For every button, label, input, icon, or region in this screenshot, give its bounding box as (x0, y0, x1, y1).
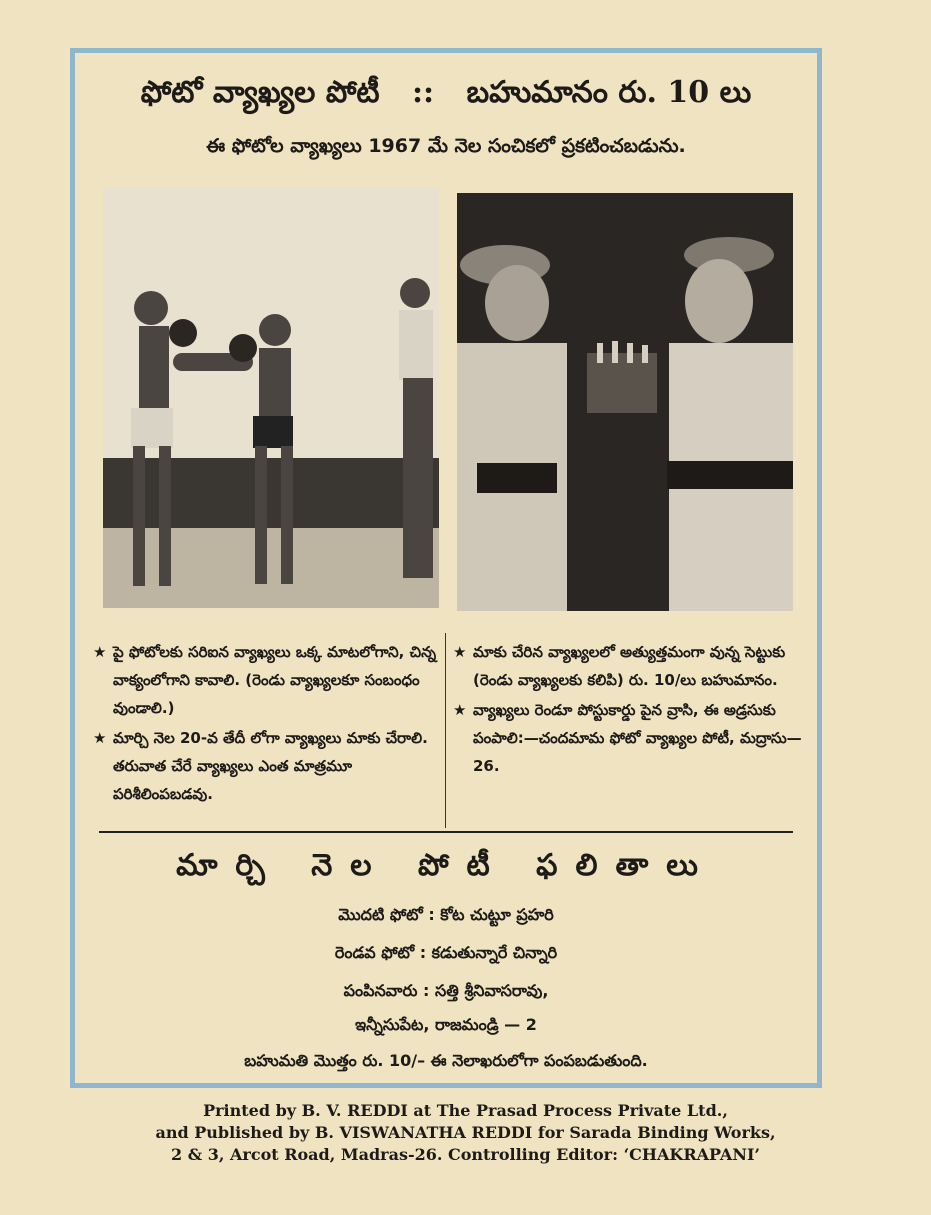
title-separator: :: (411, 75, 435, 110)
rule-text: మార్చి నెల 20-వ తేదీ లోగా వ్యాఖ్యలు మాకు చేరాలి. తరువాత చేరే వ్యాఖ్యలు ఎంత మాత్రమూ పరిశీలింపబడవు. (113, 729, 428, 803)
star-icon: ★ (93, 729, 107, 747)
winner-name: పంపినవారు : సత్తి శ్రీనివాసరావు, (343, 981, 549, 1000)
first-photo-result: మొదటి ఫోటో : కోట చుట్టూ ప్రహరి (338, 905, 554, 924)
prize-title: బహుమానం రు. 10 లు (466, 75, 752, 110)
winner-address: ఇన్నీసుపేట, రాజమండ్రి — 2 (355, 1015, 537, 1034)
results-title: మార్చి నెల పోటీ ఫలితాలు (176, 848, 716, 883)
rules-left (93, 638, 443, 810)
rule-item (93, 638, 443, 722)
column-divider (445, 633, 446, 828)
boxing-photo (103, 188, 439, 608)
rule-text: మాకు చేరిన వ్యాఖ్యలలో అత్యుత్తమంగా వున్న సెట్టుకు (రెండు వ్యాఖ్యలకు కలిపి) రు. 10/లు బహుమానం. (473, 643, 786, 689)
prize-note: బహుమతి మొత్తం రు. 10/– ఈ నెలాఖరులోగా పంపబడుతుంది. (244, 1051, 648, 1070)
contest-heading (75, 75, 817, 117)
star-icon: ★ (93, 643, 107, 661)
rule-item (93, 724, 443, 808)
rule-text: పై ఫోటోలకు సరిఐన వ్యాఖ్యలు ఒక్క మాటలోగాని, చిన్న వాక్యంలోగాని కావాలి. (రెండు వ్యాఖ్యలకూ సంబంధం వుండాలి.) (113, 643, 437, 717)
two-boys-photo (457, 193, 793, 611)
imprint-line: and Published by B. VISWANATHA REDDI for Sarada Binding Works, (155, 1123, 776, 1142)
rule-item (453, 696, 813, 780)
contest-title: ఫోటో వ్యాఖ్యల పోటీ (140, 75, 380, 110)
imprint-line: Printed by B. V. REDDI at The Prasad Process Private Ltd., (203, 1101, 728, 1120)
rules-right (453, 638, 813, 782)
contest-subtitle: ఈ ఫోటోల వ్యాఖ్యలు 1967 మే నెల సంచికలో ప్రకటించబడును. (206, 135, 686, 157)
rule-text: వ్యాఖ్యలు రెండూ పోస్టుకార్డు పైన వ్రాసి, ఈ అడ్రసుకు పంపాలి:—చందమామ ఫోటో వ్యాఖ్యల పోటీ, మద్రాసు—26. (473, 701, 802, 775)
imprint-footer (0, 1100, 931, 1166)
rule-item (453, 638, 813, 694)
section-divider (99, 831, 793, 833)
imprint-line: 2 & 3, Arcot Road, Madras-26. Controlling Editor: ‘CHAKRAPANI’ (171, 1145, 760, 1164)
second-photo-result: రెండవ ఫోటో : కడుతున్నారే చిన్నారి (334, 943, 558, 962)
page-frame (70, 48, 822, 1088)
star-icon: ★ (453, 701, 467, 719)
star-icon: ★ (453, 643, 467, 661)
